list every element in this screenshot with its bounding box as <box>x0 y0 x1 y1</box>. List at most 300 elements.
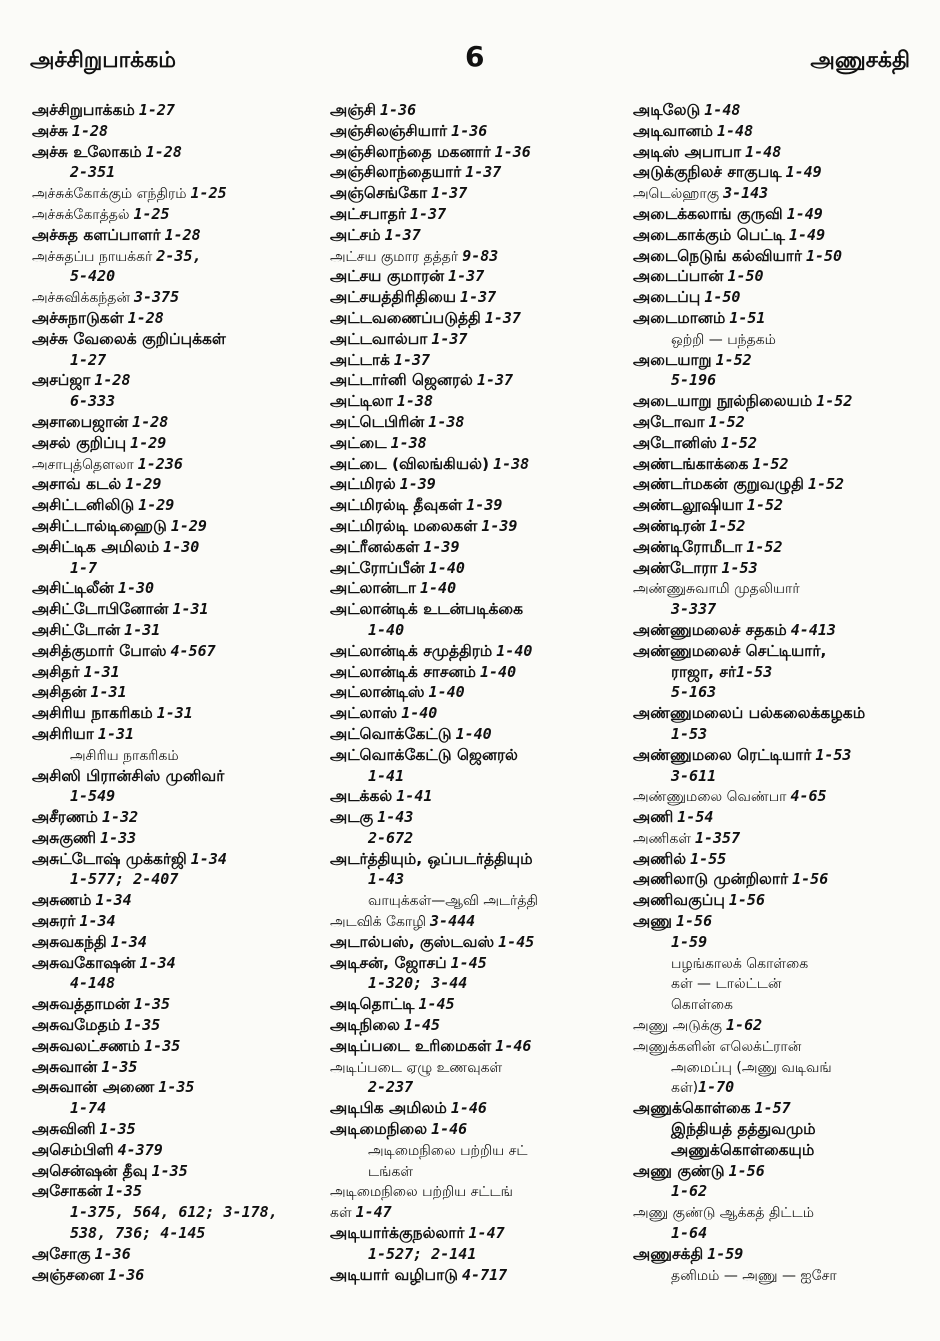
entry-term: அணு குண்டு <box>633 1161 725 1180</box>
index-entry <box>633 1036 918 1057</box>
entry-reference: 1-48 <box>717 121 754 140</box>
entry-reference: 1-40 <box>420 579 457 598</box>
index-entry <box>32 620 322 641</box>
entry-reference: 1-47 <box>355 1203 392 1222</box>
entry-term: கள் <box>330 1205 352 1222</box>
index-subentry <box>32 745 322 766</box>
index-entry <box>330 786 620 807</box>
index-entry <box>32 100 322 121</box>
index-entry <box>330 183 620 204</box>
index-entry <box>330 558 620 579</box>
index-entry <box>330 911 620 932</box>
entry-reference: 3-375 <box>133 288 180 307</box>
entry-term: அசுவமேதம் <box>32 1016 121 1035</box>
entry-term: அடர்த்தியும், ஒப்படர்த்தியும் <box>330 849 533 868</box>
index-subentry <box>633 329 918 350</box>
entry-term: அடோவா <box>633 412 705 431</box>
entry-reference: 1-50 <box>727 267 764 286</box>
entry-term: அணுக்கொள்கையும் <box>671 1140 815 1159</box>
entry-term: அட்வொக்கேட்டு ஜெனரல் <box>330 745 518 764</box>
entry-reference: 3-444 <box>430 912 476 931</box>
entry-term: அணுக்கொள்கை <box>633 1099 751 1118</box>
entry-reference: 1-54 <box>677 808 714 827</box>
entry-term: அட்சயத்திரிதியை <box>330 288 457 307</box>
entry-term: அடைமானம் <box>633 308 726 327</box>
entry-term: அஞ்சிலாந்தை மகனார் <box>330 142 491 161</box>
index-subentry <box>330 620 620 641</box>
entry-term: அசுவான் <box>32 1057 98 1076</box>
index-entry <box>330 1057 620 1078</box>
entry-term: அணிலாடு முன்றிலார் <box>633 870 789 889</box>
page-header <box>30 40 910 80</box>
entry-term: வாயுக்கள்—ஆவி அடர்த்தி <box>368 893 538 910</box>
entry-term: அடியார் வழிபாடு <box>330 1265 459 1284</box>
index-entry <box>330 578 620 599</box>
entry-reference: 1-37 <box>460 288 497 307</box>
index-entry <box>32 1077 322 1098</box>
index-entry <box>32 370 322 391</box>
index-entry <box>633 1015 918 1036</box>
index-entry <box>330 1036 620 1057</box>
index-entry <box>330 994 620 1015</box>
entry-reference: 1-7 <box>70 558 98 577</box>
entry-term: கள் — டால்ட்டன் <box>671 976 782 993</box>
entry-term: அச்சுவிக்கந்தன் <box>32 290 130 307</box>
index-entry <box>330 1181 620 1202</box>
entry-term: அஞ்செங்கோ <box>330 184 428 203</box>
entry-reference: 5-420 <box>70 267 116 286</box>
entry-term: அடவிக் கோழி <box>330 914 427 931</box>
index-entry <box>633 849 918 870</box>
index-subentry <box>633 599 918 620</box>
page-number: 6 <box>465 40 485 73</box>
index-entry <box>32 1057 322 1078</box>
header-right-guide-word: அணுசக்தி <box>810 48 910 73</box>
entry-reference: 1-34 <box>79 912 116 931</box>
index-entry <box>32 495 322 516</box>
entry-reference: 3-337 <box>671 600 717 619</box>
entry-term: அடெல்ஹாகு <box>633 186 720 203</box>
index-subentry <box>330 828 620 849</box>
index-entry <box>32 433 322 454</box>
index-subentry <box>633 1140 918 1161</box>
entry-reference: 1-39 <box>423 537 460 556</box>
index-subentry <box>633 932 918 953</box>
index-subentry <box>633 1181 918 1202</box>
entry-reference: 1-38 <box>390 433 427 452</box>
entry-reference: 1-56 <box>675 912 713 931</box>
index-entry <box>633 890 918 911</box>
index-entry <box>330 641 620 662</box>
entry-term: அசிட்டோபினோன் <box>32 600 169 619</box>
index-entry <box>633 558 918 579</box>
entry-term: அட்டவால்பா <box>330 329 428 348</box>
entry-reference: 1-37 <box>431 184 468 203</box>
entry-term: அடைகாக்கும் பெட்டி <box>633 225 785 244</box>
entry-reference: 1-31 <box>90 683 127 702</box>
index-subentry <box>633 953 918 974</box>
index-entry <box>32 1181 322 1202</box>
entry-term: அசிட்டோன் <box>32 620 121 639</box>
index-subentry <box>633 1223 918 1244</box>
entry-term: அடைப்பான் <box>633 267 724 286</box>
entry-term: அசுவகந்தி <box>32 932 107 951</box>
entry-reference: 1-40 <box>479 662 517 681</box>
entry-reference: 1-37 <box>384 225 421 244</box>
entry-reference: 1-28 <box>145 142 182 161</box>
entry-term: அச்சுக்கோத்தல் <box>32 206 130 223</box>
entry-reference: 1-36 <box>380 101 417 119</box>
entry-term: அடைப்பு <box>633 288 701 307</box>
index-entry <box>633 225 918 246</box>
entry-term: அஞ்சிலாந்தையார் <box>330 163 462 182</box>
index-entry <box>633 911 918 932</box>
entry-reference: 9-83 <box>462 246 499 265</box>
index-entry <box>330 121 620 142</box>
index-entry <box>633 266 918 287</box>
entry-reference: 4-148 <box>70 974 116 993</box>
entry-reference: 1-29 <box>138 496 175 515</box>
entry-term: ராஜா, சர் <box>671 662 737 681</box>
entry-term: அசுவான் அணை <box>32 1078 155 1097</box>
entry-reference: 1-45 <box>418 995 455 1014</box>
entry-reference: 1-34 <box>110 932 147 951</box>
entry-term: அச்சுக்கோக்கும் எந்திரம் <box>32 186 187 203</box>
entry-reference: 1-320; 3-44 <box>368 974 468 993</box>
entry-term: அடையாறு நூல்நிலையம் <box>633 392 813 411</box>
entry-term: அட்லான்டிக் சமுத்திரம் <box>330 641 493 660</box>
entry-reference: 4-379 <box>117 1140 163 1159</box>
entry-reference: 5-163 <box>671 683 717 702</box>
entry-reference: 1-40 <box>455 724 492 743</box>
entry-reference: 1-39 <box>466 496 503 515</box>
entry-term: அணிவகுப்பு <box>633 891 725 910</box>
entry-term: அண்ணுமலைப் பல்கலைக்கழகம் <box>633 704 866 723</box>
index-entry <box>330 932 620 953</box>
entry-reference: 1-37 <box>465 163 502 182</box>
entry-reference: 1-31 <box>124 620 161 639</box>
entry-reference: 1-37 <box>431 329 468 348</box>
index-entry <box>330 953 620 974</box>
entry-reference: 1-29 <box>130 433 167 452</box>
entry-term: அட்டார்னி ஜெனரல் <box>330 371 473 390</box>
entry-term: அசென்ஷன் தீவு <box>32 1161 148 1180</box>
index-entry <box>330 162 620 183</box>
entry-reference: 1-31 <box>97 724 135 743</box>
entry-term: அசாபுத்தௌலா <box>32 456 134 473</box>
entry-reference: 1-37 <box>448 267 485 286</box>
header-left-guide-word: அச்சிறுபாக்கம் <box>30 48 176 73</box>
entry-term: அண்ணுமலைச் சதகம் <box>633 620 787 639</box>
entry-term: அசிட்டனிலிடு <box>32 496 135 515</box>
entry-reference: 1-46 <box>431 1120 468 1139</box>
entry-reference: 1-41 <box>368 766 405 785</box>
index-entry <box>32 1015 322 1036</box>
index-entry <box>330 204 620 225</box>
entry-reference: 1-27 <box>138 101 175 119</box>
entry-reference: 1-51 <box>729 308 766 327</box>
entry-reference: 1-34 <box>190 849 227 868</box>
entry-reference: 1-38 <box>396 392 433 411</box>
entry-reference: 1-33 <box>100 828 137 847</box>
entry-term: அணு குண்டு ஆக்கத் திட்டம் <box>633 1205 814 1222</box>
index-entry <box>32 911 322 932</box>
entry-reference: 1-34 <box>95 891 132 910</box>
entry-reference: 1-49 <box>786 204 823 223</box>
entry-term: அட்டிலா <box>330 392 393 411</box>
entry-reference: 1-37 <box>484 308 521 327</box>
entry-reference: 1-38 <box>428 412 465 431</box>
entry-term: அண்டர்மகன் குறுவழுதி <box>633 475 804 494</box>
index-columns <box>0 100 940 1330</box>
entry-term: அசோகன் <box>32 1182 102 1201</box>
entry-term: அடோனிஸ் <box>633 433 717 452</box>
index-entry <box>330 142 620 163</box>
entry-reference: 2-237 <box>368 1078 414 1097</box>
entry-term: அண்டோரா <box>633 558 718 577</box>
entry-reference: 1-31 <box>172 600 209 619</box>
entry-reference: 1-36 <box>108 1265 145 1284</box>
entry-term: அடிமைநிலை பற்றிய சட்டங் <box>330 1184 513 1201</box>
index-entry <box>32 474 322 495</box>
index-entry <box>330 329 620 350</box>
index-subentry <box>633 766 918 787</box>
entry-reference: 1-62 <box>671 1182 708 1201</box>
index-entry <box>32 121 322 142</box>
entry-term: அசுவகோஷன் <box>32 953 136 972</box>
index-subentry <box>330 1140 620 1161</box>
index-subentry <box>32 973 322 994</box>
entry-term: அண்டங்காக்கை <box>633 454 749 473</box>
index-entry <box>633 620 918 641</box>
index-entry <box>32 703 322 724</box>
index-entry <box>330 1119 620 1140</box>
entry-term: அட்வொக்கேட்டு <box>330 724 452 743</box>
entry-term: அசிட்டிக அமிலம் <box>32 537 160 556</box>
entry-term: அச்சிறுபாக்கம் <box>32 101 135 119</box>
entry-reference: 2-35, <box>156 246 202 265</box>
index-entry <box>32 1161 322 1182</box>
index-entry <box>633 412 918 433</box>
entry-reference: 1-32 <box>102 808 139 827</box>
entry-reference: 1-50 <box>805 246 843 265</box>
entry-term: அசிட்டிலீன் <box>32 579 114 598</box>
entry-reference: 1-43 <box>368 870 405 889</box>
entry-term: அஞ்சிலஞ்சியார் <box>330 121 448 140</box>
entry-reference: 1-40 <box>428 558 465 577</box>
entry-term: அசிதர் <box>32 662 80 681</box>
index-subentry <box>330 973 620 994</box>
entry-term: அட்ரோப்பீன் <box>330 558 425 577</box>
entry-term: அட்லான்டா <box>330 579 416 598</box>
entry-reference: 1-35 <box>105 1182 142 1201</box>
index-entry <box>32 807 322 828</box>
entry-term: அஞ்சனை <box>32 1265 105 1284</box>
entry-term: அட்டை <box>330 433 387 452</box>
entry-term: அடிதொட்டி <box>330 995 415 1014</box>
index-entry <box>32 994 322 1015</box>
entry-reference: 1-549 <box>70 787 116 806</box>
index-entry <box>330 433 620 454</box>
index-entry <box>330 1015 620 1036</box>
entry-term: அச்சுநாடுகள் <box>32 308 124 327</box>
entry-term: அடிமைநிலை <box>330 1120 428 1139</box>
index-entry <box>633 516 918 537</box>
index-entry <box>633 391 918 412</box>
index-entry <box>32 1036 322 1057</box>
entry-reference: 1-62 <box>726 1016 763 1035</box>
entry-reference: 1-45 <box>403 1016 441 1035</box>
index-entry <box>633 454 918 475</box>
entry-reference: 4-413 <box>790 620 836 639</box>
index-subentry <box>32 1223 322 1244</box>
entry-reference: 1-37 <box>393 350 431 369</box>
entry-reference: 1-59 <box>707 1244 744 1263</box>
entry-reference: 1-52 <box>708 412 745 431</box>
entry-reference: 1-236 <box>137 454 183 473</box>
entry-term: அடிலேடு <box>633 101 701 119</box>
entry-reference: 3-143 <box>723 184 769 203</box>
entry-reference: 1-53 <box>671 724 708 743</box>
index-entry <box>633 1161 918 1182</box>
entry-term: அசுரர் <box>32 912 76 931</box>
entry-term: அட்மிரல் <box>330 475 396 494</box>
index-subentry <box>330 890 620 911</box>
entry-term: அண்ணுசுவாமி முதலியார் <box>633 581 800 598</box>
index-entry <box>330 703 620 724</box>
entry-term: அணுசக்தி <box>633 1244 704 1263</box>
entry-reference: 1-53 <box>815 745 852 764</box>
entry-reference: 1-52 <box>816 392 853 411</box>
entry-reference: 1-49 <box>788 225 826 244</box>
index-entry <box>32 454 322 475</box>
index-entry <box>330 308 620 329</box>
entry-reference: 1-52 <box>807 475 845 494</box>
index-entry <box>32 828 322 849</box>
entry-reference: 1-56 <box>728 1161 765 1180</box>
entry-reference: 1-25 <box>190 184 227 203</box>
entry-reference: 1-527; 2-141 <box>368 1244 477 1263</box>
index-entry <box>330 724 620 745</box>
index-entry <box>330 849 620 870</box>
index-entry <box>633 1202 918 1223</box>
entry-reference: 1-43 <box>377 808 414 827</box>
entry-term: அசீரணம் <box>32 808 99 827</box>
index-entry <box>32 225 322 246</box>
index-entry <box>32 641 322 662</box>
entry-term: அடிபிக அமிலம் <box>330 1099 447 1118</box>
entry-reference: 1-35 <box>158 1078 195 1097</box>
entry-term: அசிரியா <box>32 724 94 743</box>
entry-term: இந்தியத் தத்துவமும் <box>671 1120 816 1139</box>
entry-term: அடிஸ் அபாபா <box>633 142 742 161</box>
entry-term: அட்லான்டிஸ் <box>330 683 425 702</box>
index-subentry <box>633 973 918 994</box>
entry-reference: 6-333 <box>70 392 116 411</box>
entry-term: அசல் குறிப்பு <box>32 433 127 452</box>
index-subentry <box>32 558 322 579</box>
index-entry <box>32 849 322 870</box>
index-entry <box>32 1244 322 1265</box>
index-entry <box>32 287 322 308</box>
index-entry <box>633 474 918 495</box>
entry-reference: 1-40 <box>368 620 405 639</box>
entry-term: அச்சுதப்ப நாயக்கர் <box>32 248 153 265</box>
entry-term: அடிப்படை ஏழு உணவுகள் <box>330 1059 503 1076</box>
entry-term: அட்ரீனல்கள் <box>330 537 420 556</box>
entry-term: அசாபைஜான் <box>32 412 129 431</box>
entry-reference: 1-53 <box>721 558 758 577</box>
index-entry <box>330 1223 620 1244</box>
index-entry <box>633 142 918 163</box>
index-entry <box>330 474 620 495</box>
index-entry <box>633 537 918 558</box>
entry-term: அடிவானம் <box>633 121 713 140</box>
entry-reference: 1-52 <box>752 454 789 473</box>
index-entry <box>32 246 322 267</box>
entry-reference: 1-375, 564, 612; 3-178, <box>70 1203 278 1222</box>
entry-term: அடிப்படை உரிமைகள் <box>330 1036 492 1055</box>
entry-reference: 1-46 <box>495 1036 532 1055</box>
entry-term: அண்ணுமலைச் செட்டியார், <box>633 641 827 660</box>
entry-reference: 1-34 <box>139 953 176 972</box>
entry-term: அஞ்சி <box>330 101 377 119</box>
index-subentry <box>633 1265 918 1286</box>
entry-reference: 1-40 <box>428 683 465 702</box>
index-entry <box>330 599 620 620</box>
index-subentry <box>633 682 918 703</box>
entry-reference: 1-36 <box>94 1244 131 1263</box>
entry-reference: 1-45 <box>498 932 535 951</box>
entry-term: தனிமம் — அணு — ஐசோ <box>671 1267 837 1284</box>
entry-reference: 1-35 <box>133 995 171 1014</box>
entry-term: அண்ணுமலை வெண்பா <box>633 789 787 806</box>
index-entry <box>633 433 918 454</box>
entry-term: அண்ணுமலை ரெட்டியார் <box>633 745 812 764</box>
index-entry <box>633 246 918 267</box>
index-entry <box>32 537 322 558</box>
index-subentry <box>633 1077 918 1098</box>
entry-term: அசாவ் கடல் <box>32 475 122 494</box>
index-subentry <box>330 869 620 890</box>
index-subentry <box>330 1161 620 1182</box>
entry-reference: 1-28 <box>164 225 201 244</box>
entry-reference: 1-35 <box>101 1057 138 1076</box>
entry-reference: 1-35 <box>151 1161 188 1180</box>
entry-reference: 1-55 <box>690 849 727 868</box>
index-subentry <box>633 994 918 1015</box>
index-entry <box>32 953 322 974</box>
index-entry <box>32 412 322 433</box>
entry-reference: 1-31 <box>83 662 120 681</box>
entry-term: அடிமைநிலை பற்றிய சட் <box>368 1142 528 1159</box>
entry-term: அட்டாக் <box>330 350 390 369</box>
entry-term: அசிரிய நாகரிகம் <box>70 747 179 764</box>
index-entry <box>633 869 918 890</box>
entry-term: அணி <box>633 808 674 827</box>
index-entry <box>32 183 322 204</box>
entry-reference: 1-28 <box>71 121 109 140</box>
entry-reference: 1-28 <box>132 412 169 431</box>
index-subentry <box>32 1202 322 1223</box>
entry-reference: 1-29 <box>170 516 207 535</box>
entry-term: அணிகள் <box>633 830 691 847</box>
entry-reference: 1-40 <box>401 704 438 723</box>
entry-term: அச்சுத களப்பாளர் <box>32 225 161 244</box>
index-entry <box>330 370 620 391</box>
entry-term: அட்லான்டிக் சாசனம் <box>330 662 476 681</box>
entry-term: அட்டை (விலங்கியல்) <box>330 454 490 473</box>
